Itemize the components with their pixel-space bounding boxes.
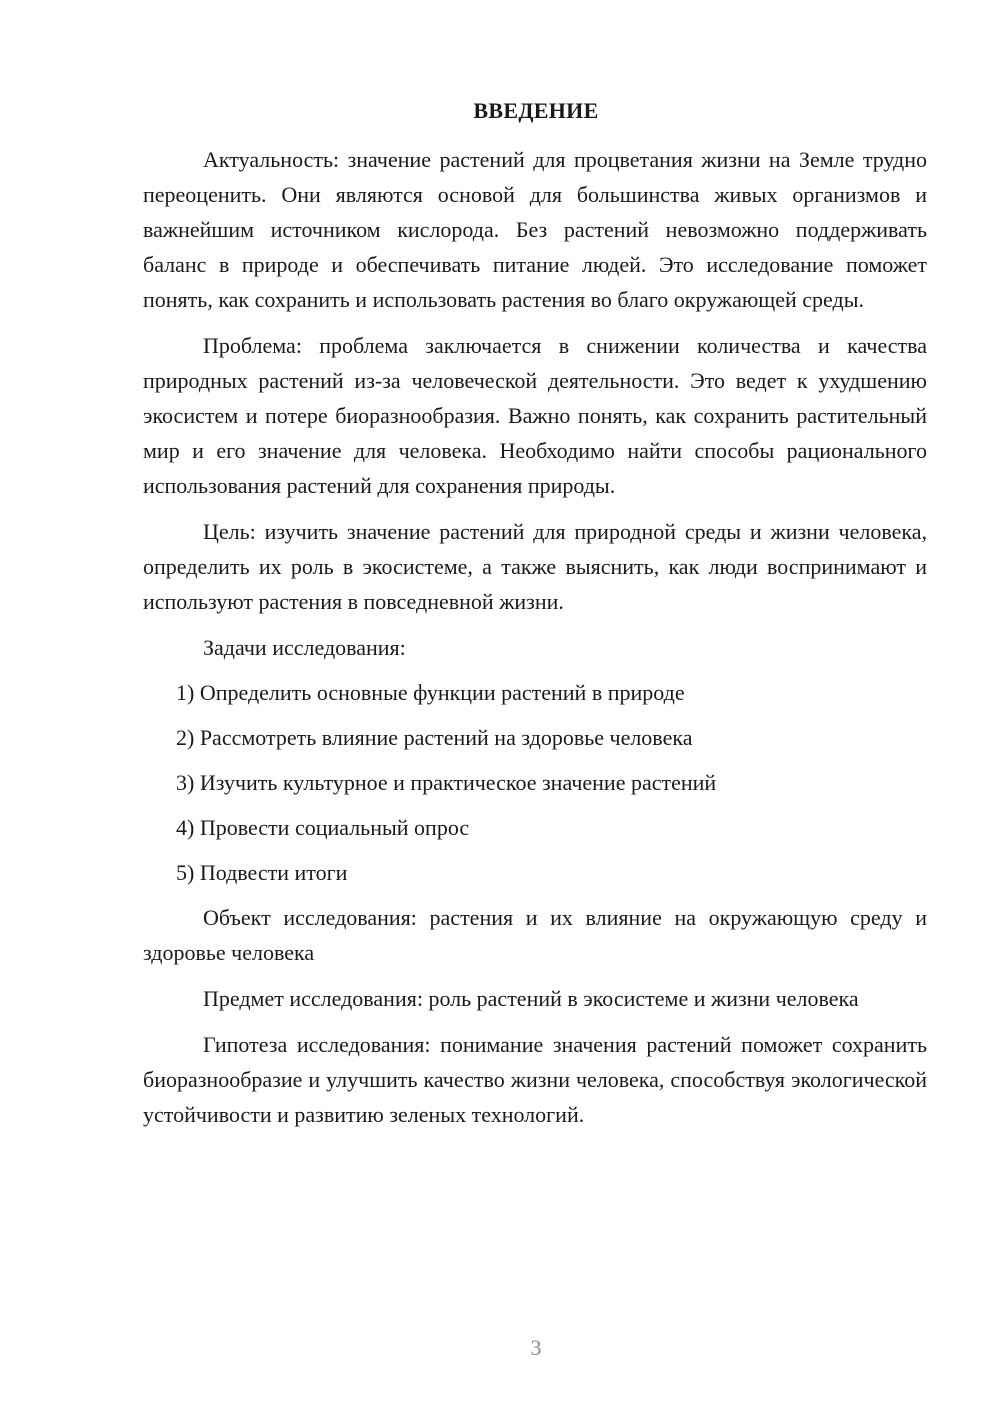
document-body xyxy=(143,142,927,1143)
task-item: 2) Рассмотреть влияние растений на здоровье человека xyxy=(176,725,693,750)
task-item: 4) Провести социальный опрос xyxy=(176,815,470,840)
object-paragraph: Объект исследования: растения и их влияние на окружающую среду и здоровье человека xyxy=(143,905,927,965)
tasks-list xyxy=(143,675,927,890)
goal-paragraph: Цель: изучить значение растений для природной среды и жизни человека, определить их роль в экосистеме, а также выяснить, как люди воспринимают и используют растения в повседневной жизни. xyxy=(143,519,927,614)
problem-paragraph: Проблема: проблема заключается в снижении количества и качества природных растений из-за человеческой деятельности. Это ведет к ухудшению экосистем и потере биоразнообразия. Важно понять, как сохранить растительный мир и его значение для человека. Необходимо найти способы рационального использования растений для сохранения природы. xyxy=(143,333,927,498)
hypothesis-paragraph: Гипотеза исследования: понимание значения растений поможет сохранить биоразнообразие и улучшить качество жизни человека, способствуя экологической устойчивости и развитию зеленых технологий. xyxy=(143,1032,927,1127)
page-number: 3 xyxy=(530,1335,542,1360)
task-item: 1) Определить основные функции растений в природе xyxy=(176,680,685,705)
subject-paragraph: Предмет исследования: роль растений в экосистеме и жизни человека xyxy=(203,986,859,1011)
relevance-paragraph: Актуальность: значение растений для процветания жизни на Земле трудно переоценить. Они являются основой для большинства живых организмов и важнейшим источником кислорода. Без растений невозможно поддерживать баланс в природе и обеспечивать питание людей. Это исследование поможет понять, как сохранить и использовать растения во благо окружающей среды. xyxy=(143,147,927,312)
section-title: ВВЕДЕНИЕ xyxy=(473,98,599,123)
task-item: 5) Подвести итоги xyxy=(176,860,348,885)
tasks-heading: Задачи исследования: xyxy=(203,635,406,660)
task-item: 3) Изучить культурное и практическое значение растений xyxy=(176,770,717,795)
